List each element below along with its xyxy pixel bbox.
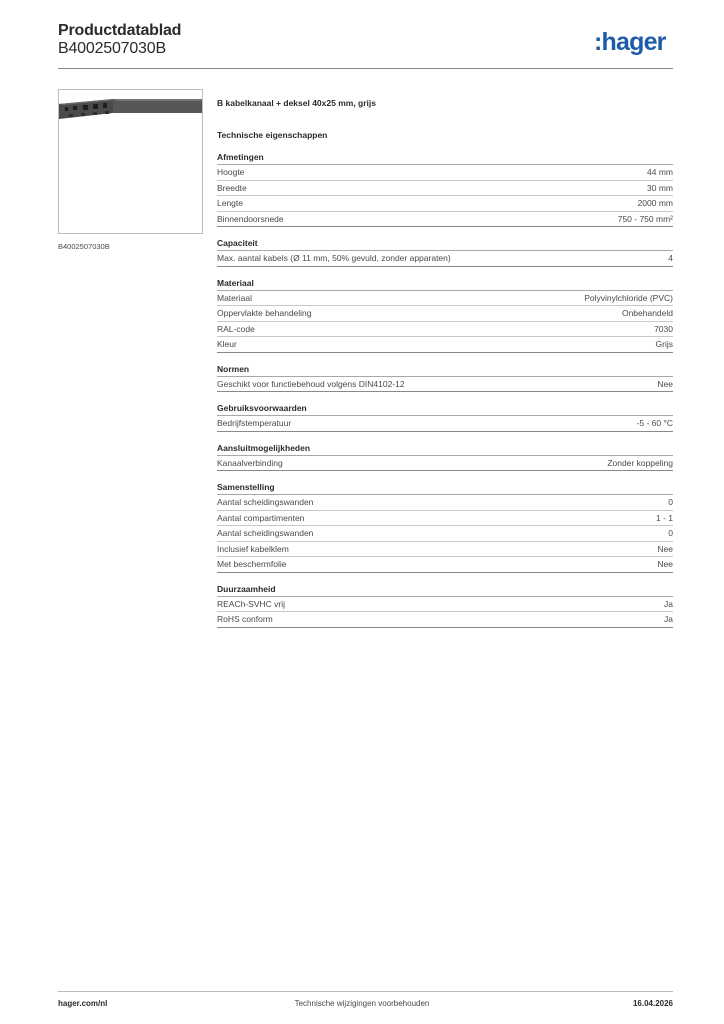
spec-value: 0 <box>668 528 673 539</box>
spec-value: 44 mm <box>647 167 673 178</box>
spec-label: RoHS conform <box>217 614 273 625</box>
section-title: Normen <box>217 363 673 377</box>
spec-section <box>217 481 673 573</box>
spec-row <box>217 291 673 307</box>
spec-value: Grijs <box>655 339 673 350</box>
spec-section <box>217 237 673 267</box>
spec-row <box>217 542 673 558</box>
section-title: Duurzaamheid <box>217 583 673 597</box>
spec-label: Kanaalverbinding <box>217 457 283 468</box>
spec-row <box>217 181 673 197</box>
spec-row <box>217 196 673 212</box>
spec-row <box>217 337 673 353</box>
spec-row <box>217 322 673 338</box>
spec-label: REACh-SVHC vrij <box>217 598 286 609</box>
spec-row <box>217 377 673 393</box>
spec-value: -5 - 60 °C <box>636 418 673 429</box>
spec-row <box>217 251 673 267</box>
spec-label: Aantal compartimenten <box>217 512 305 523</box>
spec-label: RAL-code <box>217 323 255 334</box>
spec-row <box>217 526 673 542</box>
logo-text: hager <box>601 28 666 56</box>
spec-value: 1 - 1 <box>655 512 673 523</box>
spec-label: Kleur <box>217 339 237 350</box>
product-image-frame <box>58 89 203 234</box>
spec-section <box>217 277 673 353</box>
spec-content <box>217 96 673 628</box>
tech-properties-heading: Technische eigenschappen <box>217 130 328 140</box>
image-caption: B4002507030B <box>58 242 110 251</box>
spec-value: Ja <box>664 598 673 609</box>
spec-label: Breedte <box>217 182 247 193</box>
spec-row <box>217 511 673 527</box>
spec-label: Materiaal <box>217 292 252 303</box>
spec-label: Oppervlakte behandeling <box>217 308 312 319</box>
spec-value: 750 - 750 mm² <box>617 213 673 224</box>
spec-row <box>217 456 673 472</box>
spec-label: Lengte <box>217 198 243 209</box>
spec-label: Geschikt voor functiebehoud volgens DIN4102-12 <box>217 378 405 389</box>
spec-value: 4 <box>668 253 673 264</box>
footer-date: 16.04.2026 <box>632 999 673 1008</box>
spec-row <box>217 612 673 628</box>
spec-section <box>217 363 673 393</box>
spec-value: Onbehandeld <box>621 308 673 319</box>
spec-label: Max. aantal kabels (Ø 11 mm, 50% gevuld, zonder apparaten) <box>217 253 451 264</box>
section-title: Afmetingen <box>217 151 673 165</box>
spec-section <box>217 151 673 227</box>
spec-value: Nee <box>657 378 673 389</box>
spec-label: Met beschermfolie <box>217 559 287 570</box>
spec-row <box>217 306 673 322</box>
spec-value: Nee <box>657 543 673 554</box>
footer-divider <box>58 991 673 992</box>
spec-label: Bedrijfstemperatuur <box>217 418 292 429</box>
spec-value: Nee <box>657 559 673 570</box>
spec-label: Aantal scheidingswanden <box>217 528 314 539</box>
footer-website: hager.com/nl <box>58 999 108 1008</box>
spec-label: Hoogte <box>217 167 245 178</box>
spec-value: 7030 <box>654 323 673 334</box>
spec-value: 30 mm <box>647 182 673 193</box>
page-title: Productdatablad <box>58 22 182 39</box>
spec-section <box>217 583 673 628</box>
product-title: B kabelkanaal + deksel 40x25 mm, grijs <box>217 98 376 108</box>
spec-value: Zonder koppeling <box>607 457 673 468</box>
spec-row <box>217 212 673 228</box>
spec-section <box>217 442 673 472</box>
section-title: Materiaal <box>217 277 673 291</box>
spec-value: 2000 mm <box>637 198 673 209</box>
section-title: Gebruiksvoorwaarden <box>217 402 673 416</box>
spec-value: Polyvinylchloride (PVC) <box>584 292 673 303</box>
section-title: Capaciteit <box>217 237 673 251</box>
header-divider <box>58 68 673 69</box>
footer-disclaimer: Technische wijzigingen voorbehouden <box>294 999 430 1008</box>
hager-logo: :hager <box>594 28 666 56</box>
spec-row <box>217 597 673 613</box>
spec-row <box>217 165 673 181</box>
spec-value: 0 <box>668 497 673 508</box>
cable-duct-image <box>59 90 202 233</box>
spec-sections <box>217 151 673 628</box>
spec-label: Binnendoorsnede <box>217 213 284 224</box>
spec-label: Inclusief kabelklem <box>217 543 289 554</box>
spec-row <box>217 495 673 511</box>
spec-label: Aantal scheidingswanden <box>217 497 314 508</box>
spec-row <box>217 416 673 432</box>
spec-section <box>217 402 673 432</box>
spec-value: Ja <box>664 614 673 625</box>
section-title: Aansluitmogelijkheden <box>217 442 673 456</box>
spec-row <box>217 557 673 573</box>
section-title: Samenstelling <box>217 481 673 495</box>
product-code: B4002507030B <box>58 40 166 57</box>
